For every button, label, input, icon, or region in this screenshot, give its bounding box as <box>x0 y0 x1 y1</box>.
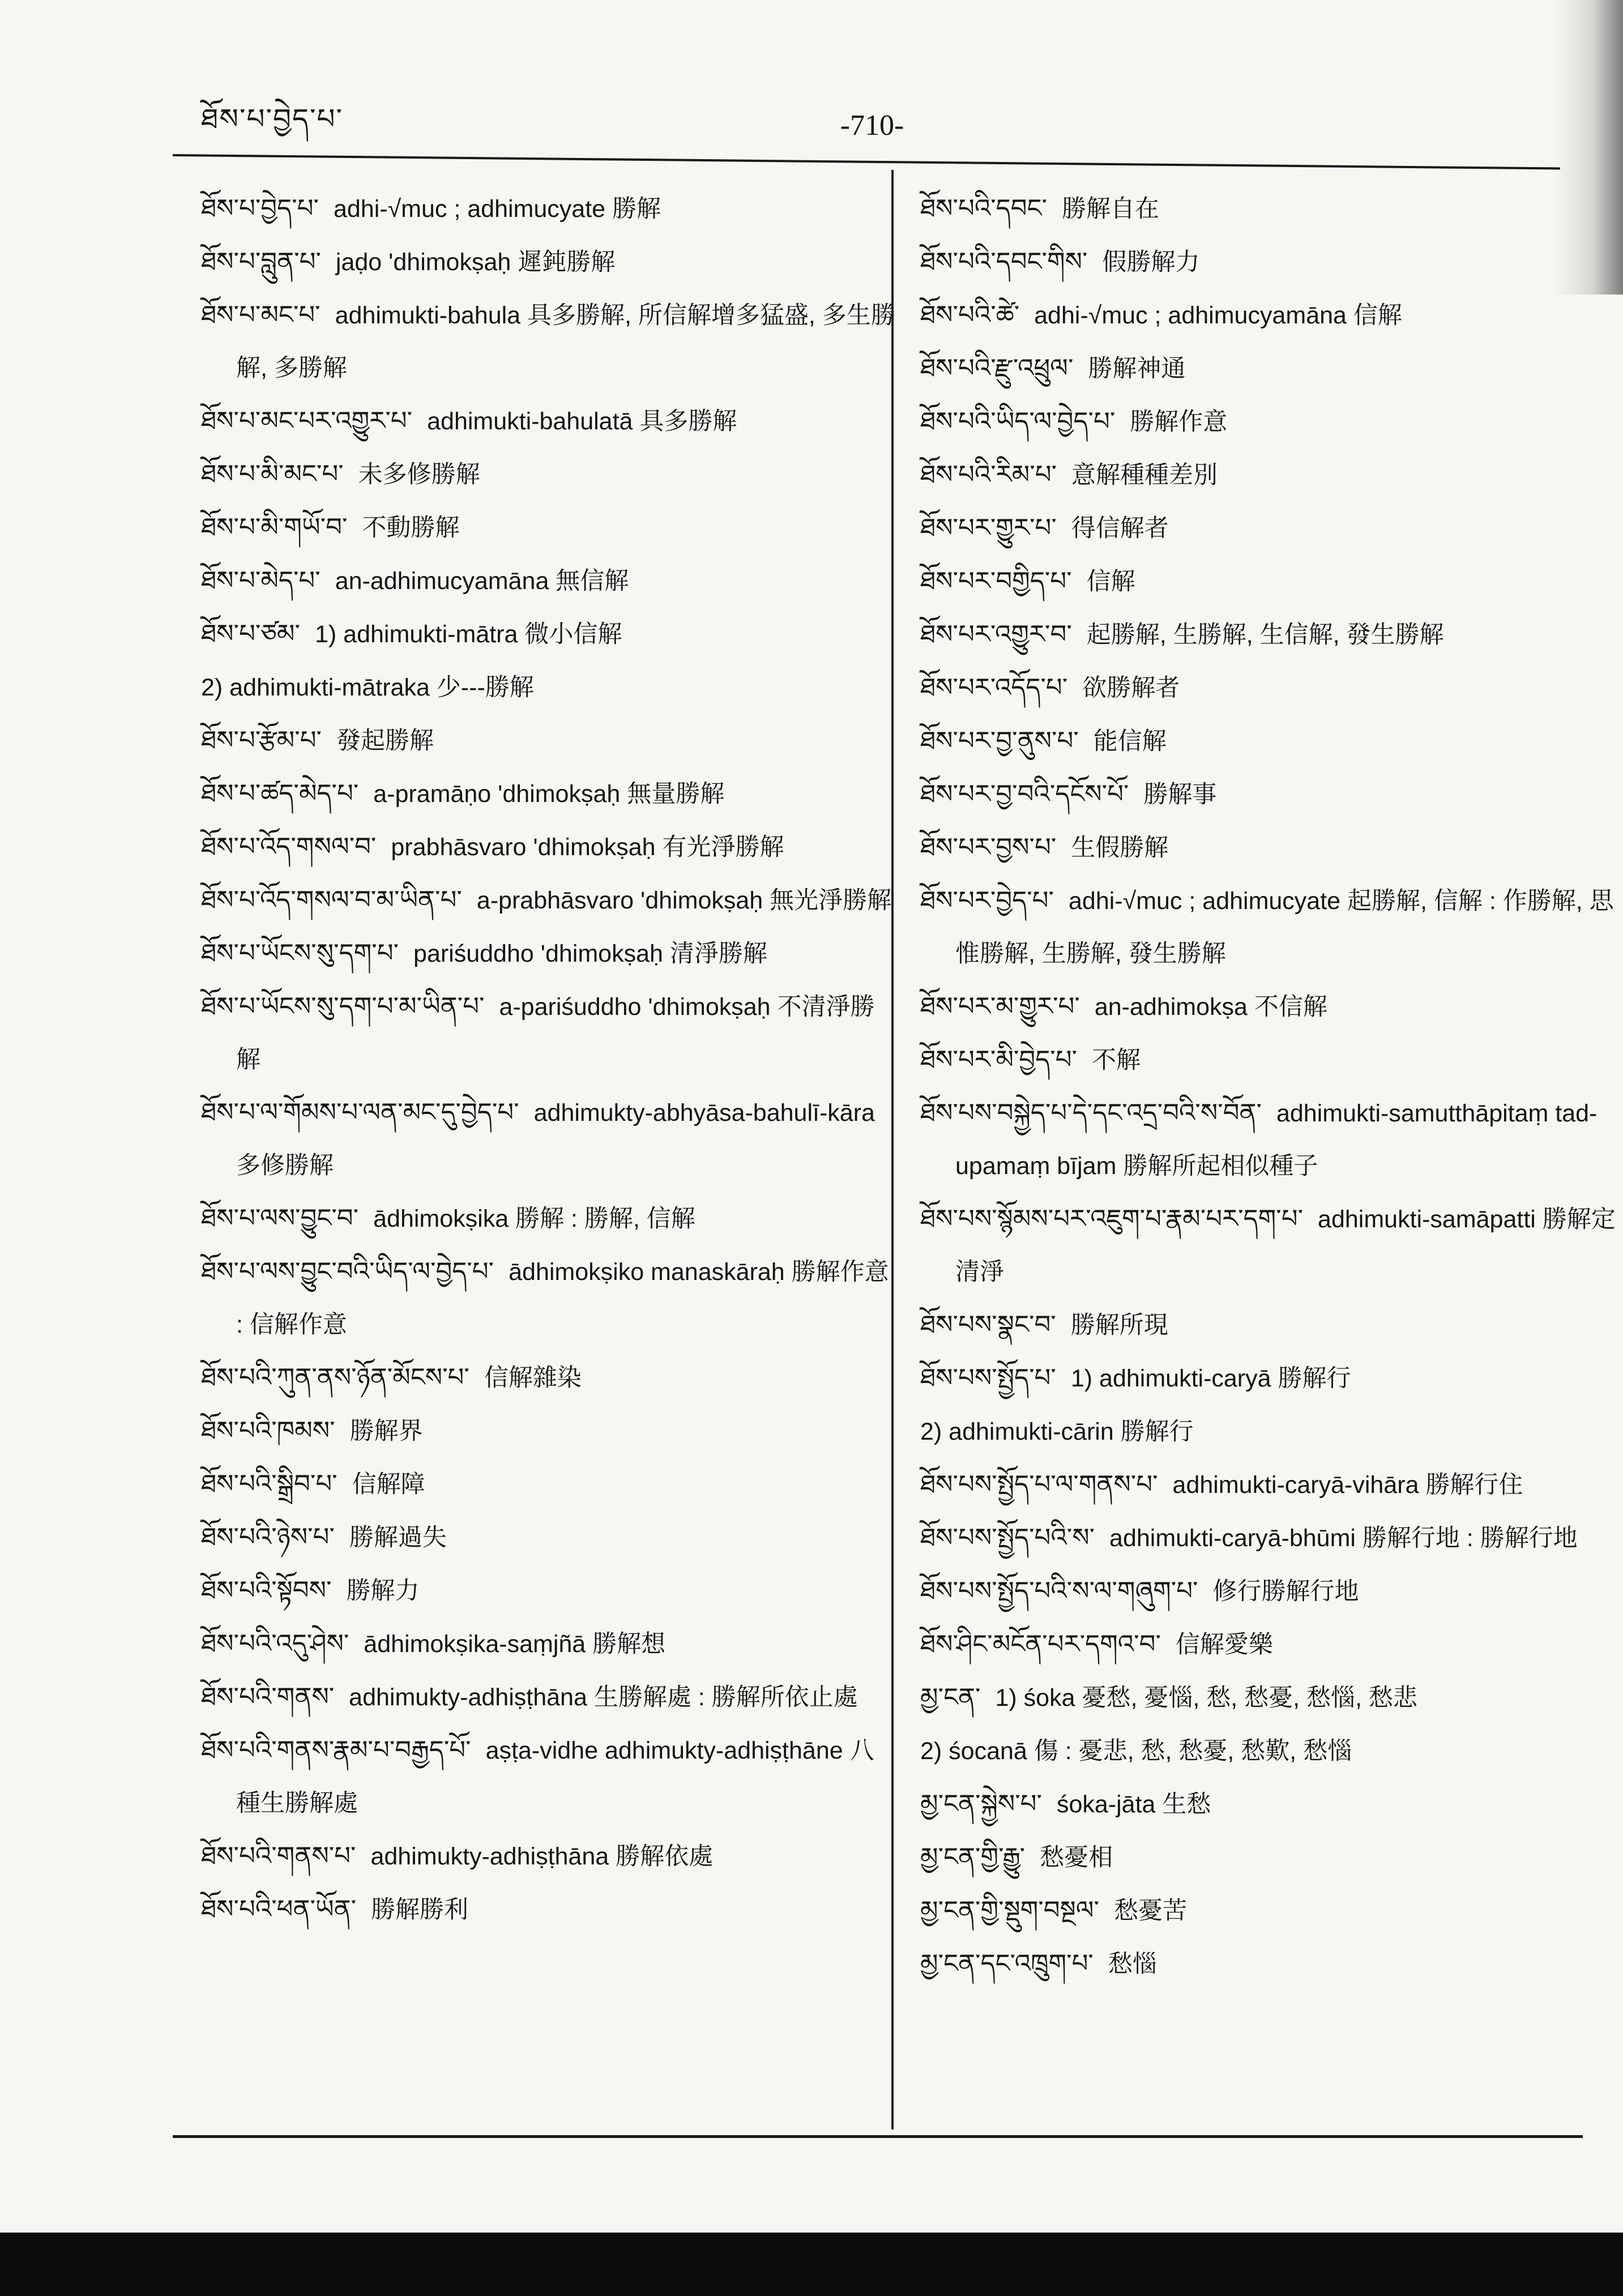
entry-headword: ཐོས་པའི་ཡིད་ལ་བྱེད་པ་ <box>920 407 1116 436</box>
entry-headword: ཐོས་པའི་ཀུན་ནས་ཉོན་མོངས་པ་ <box>201 1363 469 1392</box>
entry-definition: 勝解力 <box>346 1577 420 1604</box>
dictionary-entry <box>920 182 1617 236</box>
dictionary-entry <box>201 661 898 714</box>
entry-headword: ཐོས་པས་སྤྱོད་པའི་ས་ལ་གཞུག་པ་ <box>920 1577 1198 1605</box>
dictionary-entry <box>920 1352 1617 1405</box>
dictionary-entry <box>920 555 1617 608</box>
entry-headword: མྱ་ངན་གྱི་སྡུག་བསྔལ་ <box>920 1896 1099 1924</box>
entry-headword: ཐོས་པའི་ཕན་ཡོན་ <box>201 1895 357 1923</box>
entry-headword: ཐོས་པར་བྱ་བའི་དངོས་པོ་ <box>920 780 1129 808</box>
dictionary-entry <box>201 1830 898 1883</box>
entry-definition: an-adhimucyamāna 無信解 <box>335 567 629 595</box>
entry-definition: jaḍo 'dhimokṣaḥ 遲鈍勝解 <box>335 249 616 276</box>
entry-headword: ཐོས་པའི་སྒྲིབ་པ་ <box>201 1470 338 1498</box>
entry-headword: ཐོས་པས་སྤྱོད་པའི་ས་ <box>920 1523 1095 1552</box>
dictionary-entry <box>920 1831 1617 1884</box>
entry-definition: 不解 <box>1092 1047 1141 1074</box>
entry-headword: མྱ་ངན་དང་འཁྲུག་པ་ <box>920 1949 1094 1978</box>
dictionary-entry <box>920 1884 1617 1937</box>
entry-headword: ཐོས་པས་སྣང་བ་ <box>920 1311 1056 1339</box>
entry-definition: 愁惱 <box>1108 1951 1157 1978</box>
entry-definition: 2) adhimukti-cārin 勝解行 <box>920 1418 1194 1445</box>
dictionary-entry <box>920 874 1617 980</box>
dictionary-entry <box>920 395 1617 449</box>
entry-headword: ཐོས་པ་རྩོམ་པ་ <box>201 726 322 754</box>
entry-definition: adhimukti-caryā-bhūmi 勝解行地 : 勝解行地 <box>1109 1525 1578 1552</box>
dictionary-entry <box>920 289 1617 342</box>
entry-definition: 勝解界 <box>349 1418 423 1445</box>
dictionary-entry <box>201 1564 898 1618</box>
dictionary-entry <box>201 714 898 767</box>
entry-definition: adhi-√muc ; adhimucyate 起勝解, 信解 : 作勝解, 思惟勝解, 生勝解, 發生勝解 <box>955 887 1614 967</box>
dictionary-entry <box>201 448 898 501</box>
dictionary-entry <box>201 501 898 554</box>
entry-headword: ཐོས་པ་ཡོངས་སུ་དག་པ་ <box>201 939 399 967</box>
entry-definition: a-pariśuddho 'dhimokṣaḥ 不清淨勝解 <box>236 993 875 1073</box>
entry-headword: ཐོས་པར་འདོད་པ་ <box>920 673 1068 702</box>
dictionary-entry <box>201 289 898 395</box>
entry-headword: ཐོས་པ་མང་པར་འགྱུར་པ་ <box>201 407 413 435</box>
dictionary-entry <box>201 608 898 661</box>
dictionary-entry <box>201 395 898 448</box>
dictionary-entry <box>201 980 898 1086</box>
entry-headword: ཐོས་པར་བྱེད་པ་ <box>920 886 1054 915</box>
dictionary-entry <box>920 608 1617 662</box>
entry-headword: ཐོས་པ་ལ་གོམས་པ་ལན་མང་དུ་བྱེད་པ་ <box>201 1098 519 1126</box>
dictionary-entry <box>201 927 898 980</box>
entry-definition: 起勝解, 生勝解, 生信解, 發生勝解 <box>1086 621 1444 648</box>
entry-headword: མྱ་ངན་སྐྱེས་པ་ <box>920 1790 1042 1818</box>
dictionary-entry <box>201 1245 898 1351</box>
page-number: -710- <box>840 109 904 142</box>
entry-definition: an-adhimokṣa 不信解 <box>1094 993 1327 1021</box>
entry-definition: adhi-√muc ; adhimucyate 勝解 <box>333 195 661 223</box>
entry-definition: pariśuddho 'dhimokṣaḥ 清淨勝解 <box>413 940 767 967</box>
entry-headword: ཐོས་པའི་འདུ་ཤེས་ <box>201 1629 349 1658</box>
entry-definition: ādhimokṣiko manaskāraḥ 勝解作意 : 信解作意 <box>236 1258 889 1338</box>
entry-definition: adhimukty-abhyāsa-bahulī-kāra 多修勝解 <box>236 1099 875 1179</box>
entry-definition: aṣṭa-vidhe adhimukty-adhiṣṭhāne 八種生勝解處 <box>236 1737 874 1817</box>
dictionary-entry <box>920 980 1617 1034</box>
entry-headword: ཐོས་པས་སྤྱོད་པ་ <box>920 1364 1056 1392</box>
dictionary-entry <box>920 1193 1617 1299</box>
entry-definition: ādhimokṣika-saṃjñā 勝解想 <box>364 1631 666 1658</box>
entry-definition: 勝解勝利 <box>371 1896 469 1923</box>
dictionary-entry <box>920 768 1617 821</box>
entry-definition: 信解雜染 <box>484 1364 582 1392</box>
dictionary-entry <box>201 1671 898 1724</box>
entry-definition: 2) adhimukti-mātraka 少---勝解 <box>201 674 534 701</box>
entry-definition: 未多修勝解 <box>358 461 480 488</box>
dictionary-entry <box>201 1192 898 1245</box>
entry-definition: a-prabhāsvaro 'dhimokṣaḥ 無光淨勝解 <box>476 887 892 914</box>
dictionary-entry <box>920 1565 1617 1618</box>
entry-definition: adhi-√muc ; adhimucyamāna 信解 <box>1034 302 1402 329</box>
dictionary-entry <box>920 1937 1617 1991</box>
entry-headword: ཐོས་པར་མ་གྱུར་པ་ <box>920 992 1080 1021</box>
entry-definition: adhimukti-samāpatti 勝解定清淨 <box>955 1206 1616 1286</box>
entry-headword: ཐོས་པ་ལས་བྱུང་བའི་ཡིད་ལ་བྱེད་པ་ <box>201 1257 494 1286</box>
scan-bottom-edge <box>0 2233 1623 2296</box>
entry-headword: ཐོས་པའི་རིམ་པ་ <box>920 460 1057 489</box>
entry-headword: ཐོས་པར་འགྱུར་བ་ <box>920 620 1072 648</box>
entry-definition: 愁憂相 <box>1040 1844 1113 1871</box>
entry-definition: 假勝解力 <box>1102 249 1200 276</box>
entry-headword: ཐོས་པའི་སྟོབས་ <box>201 1576 332 1604</box>
dictionary-entry <box>201 554 898 608</box>
dictionary-entry <box>201 821 898 874</box>
entry-definition: adhimukti-bahula 具多勝解, 所信解增多猛盛, 多生勝解, 多勝解 <box>236 302 895 382</box>
dictionary-entry <box>920 1618 1617 1671</box>
entry-definition: adhimukty-adhiṣṭhāna 勝解依處 <box>370 1843 714 1870</box>
footer-rule <box>173 2135 1583 2138</box>
entry-headword: ཐོས་པར་བགྱིད་པ་ <box>920 567 1072 595</box>
entry-definition: adhimukty-adhiṣṭhāna 生勝解處 : 勝解所依止處 <box>349 1684 858 1711</box>
entry-headword: ཐོས་པ་ཚད་མེད་པ་ <box>201 779 359 808</box>
entry-definition: adhimukti-bahulatā 具多勝解 <box>427 408 737 435</box>
dictionary-entry <box>201 1618 898 1671</box>
entry-definition: śoka-jāta 生愁 <box>1056 1791 1211 1818</box>
entry-headword: ཐོས་པར་བྱས་པ་ <box>920 833 1057 861</box>
entry-headword: ཐོས་པས་བསྐྱེད་པ་དེ་དང་འདྲ་བའི་ས་བོན་ <box>920 1099 1262 1127</box>
dictionary-entry <box>920 449 1617 502</box>
dictionary-entry <box>920 1512 1617 1565</box>
entry-definition: 修行勝解行地 <box>1212 1578 1359 1605</box>
entry-headword: ཐོས་པའི་ཉེས་པ་ <box>201 1523 335 1551</box>
dictionary-entry <box>920 342 1617 395</box>
entry-definition: prabhāsvaro 'dhimokṣaḥ 有光淨勝解 <box>391 834 784 861</box>
dictionary-entry <box>201 1511 898 1564</box>
dictionary-entry <box>920 1299 1617 1352</box>
entry-definition: 勝解神通 <box>1088 355 1186 382</box>
dictionary-entry <box>920 715 1617 768</box>
entry-headword: ཐོས་པའི་གནས་ <box>201 1683 335 1711</box>
dictionary-entry <box>920 1034 1617 1087</box>
entry-definition: 信解愛樂 <box>1175 1631 1273 1658</box>
header-rule <box>173 154 1560 170</box>
entry-headword: ཐོས་པ་མང་པ་ <box>201 301 321 329</box>
entry-definition: 意解種種差別 <box>1071 462 1218 489</box>
entry-headword: མྱ་ངན་གྱི་རྒྱུ་ <box>920 1843 1026 1871</box>
entry-headword: ཐོས་པའི་ཁམས་ <box>201 1416 335 1445</box>
dictionary-entry <box>201 236 898 289</box>
entry-headword: ཐོས་པས་སྙོམས་པར་འཇུག་པ་རྣམ་པར་དག་པ་ <box>920 1205 1304 1233</box>
entry-definition: 生假勝解 <box>1071 834 1169 861</box>
dictionary-entry <box>201 874 898 927</box>
entry-definition: 欲勝解者 <box>1082 675 1180 702</box>
dictionary-entry <box>201 1405 898 1458</box>
entry-headword: ཐོས་པ་མི་གཡོ་བ་ <box>201 513 348 541</box>
dictionary-entry <box>920 1087 1617 1193</box>
entry-definition: 勝解事 <box>1143 781 1217 808</box>
entry-definition: 1) adhimukti-caryā 勝解行 <box>1070 1365 1351 1392</box>
entry-definition: adhimukti-samutthāpitaṃ tad-upamaṃ bījam 勝解所起相似種子 <box>955 1100 1598 1180</box>
dictionary-entry <box>920 502 1617 555</box>
entry-definition: 能信解 <box>1093 728 1167 755</box>
dictionary-entry <box>920 1671 1617 1725</box>
entry-definition: 不動勝解 <box>362 514 460 541</box>
left-column <box>201 182 898 1936</box>
entry-headword: ཐོས་པའི་དབང་ <box>920 194 1047 223</box>
entry-definition: 發起勝解 <box>336 727 434 754</box>
entry-definition: 2) śocanā 傷 : 憂悲, 愁, 愁憂, 愁歎, 愁惱 <box>920 1738 1352 1765</box>
entry-definition: a-pramāṇo 'dhimokṣaḥ 無量勝解 <box>373 780 725 808</box>
entry-definition: ādhimokṣika 勝解 : 勝解, 信解 <box>373 1205 695 1232</box>
entry-definition: 信解 <box>1086 568 1135 595</box>
entry-headword: ཐོས་པ་ཙམ་ <box>201 620 300 648</box>
dictionary-entry <box>920 236 1617 289</box>
entry-headword: མྱ་ངན་ <box>920 1683 981 1712</box>
dictionary-entry <box>201 182 898 236</box>
dictionary-entry <box>201 1724 898 1830</box>
dictionary-entry <box>920 821 1617 874</box>
entry-headword: ཐོས་པའི་ཚེ་ <box>920 301 1020 329</box>
dictionary-entry <box>201 1458 898 1511</box>
dictionary-entry <box>201 1086 898 1192</box>
entry-headword: ཐོས་པ་འོད་གསལ་བ་མ་ཡིན་པ་ <box>201 886 462 914</box>
entry-headword: ཐོས་པ་བྱེད་པ་ <box>201 194 319 223</box>
dictionary-entry <box>920 1725 1617 1778</box>
entry-definition: 愁憂苦 <box>1113 1897 1187 1924</box>
entry-definition: 勝解自在 <box>1061 195 1159 223</box>
entry-definition: 得信解者 <box>1071 515 1169 542</box>
entry-headword: ཐོས་པར་གྱུར་པ་ <box>920 514 1057 542</box>
entry-headword: ཐོས་པ་ཡོངས་སུ་དག་པ་མ་ཡིན་པ་ <box>201 992 485 1021</box>
dictionary-entry <box>920 1405 1617 1458</box>
entry-headword: ཐོས་པ་བླུན་པ་ <box>201 247 321 276</box>
entry-definition: 勝解所現 <box>1070 1312 1168 1339</box>
dictionary-entry <box>201 767 898 821</box>
entry-headword: ཐོས་པར་མི་བྱེད་པ་ <box>920 1045 1078 1074</box>
entry-definition: 1) adhimukti-mātra 微小信解 <box>314 621 622 648</box>
entry-headword: ཐོས་པའི་དབང་གིས་ <box>920 247 1088 276</box>
dictionary-entry <box>920 662 1617 715</box>
entry-definition: adhimukti-caryā-vihāra 勝解行住 <box>1172 1471 1523 1499</box>
dictionary-entry <box>920 1458 1617 1512</box>
entry-headword: ཐོས་པ་མི་མང་པ་ <box>201 460 344 488</box>
running-head: ཐོས་པ་བྱེད་པ་ <box>201 103 344 135</box>
entry-headword: ཐོས་པ་འོད་གསལ་བ་ <box>201 833 377 861</box>
dictionary-entry <box>201 1883 898 1936</box>
dictionary-entry <box>201 1351 898 1405</box>
entry-definition: 勝解過失 <box>349 1524 447 1551</box>
dictionary-entry <box>920 1778 1617 1831</box>
entry-headword: ཐོས་པ་ལས་བྱུང་བ་ <box>201 1204 359 1232</box>
entry-headword: ཐོས་པའི་རྫུ་འཕྲུལ་ <box>920 354 1074 382</box>
entry-headword: ཐོས་ཤིང་མངོན་པར་དགའ་བ་ <box>920 1630 1161 1658</box>
entry-definition: 1) śoka 憂愁, 憂惱, 愁, 愁憂, 愁惱, 愁悲 <box>995 1684 1417 1712</box>
entry-headword: ཐོས་པའི་གནས་རྣམ་པ་བརྒྱད་པོ་ <box>201 1736 471 1764</box>
right-column <box>920 182 1617 1991</box>
entry-headword: ཐོས་པར་བྱ་ནུས་པ་ <box>920 727 1079 755</box>
entry-headword: ཐོས་པའི་གནས་པ་ <box>201 1842 356 1870</box>
entry-definition: 勝解作意 <box>1130 408 1228 436</box>
entry-headword: ཐོས་པས་སྤྱོད་པ་ལ་གནས་པ་ <box>920 1470 1158 1499</box>
entry-definition: 信解障 <box>352 1471 425 1498</box>
entry-headword: ཐོས་པ་མེད་པ་ <box>201 566 321 595</box>
